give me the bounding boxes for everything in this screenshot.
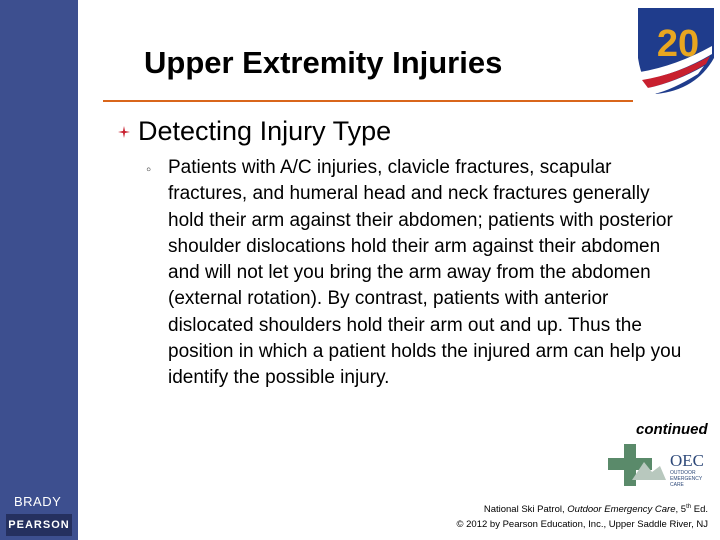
- citation: [457, 500, 709, 532]
- oec-logo-tagline-3: CARE: [670, 482, 684, 488]
- oec-logo-name: OEC: [670, 451, 704, 470]
- left-sidebar: [0, 0, 78, 540]
- citation-line-2: © 2012 by Pearson Education, Inc., Upper Saddle River, NJ: [456, 519, 708, 531]
- cross-bullet-icon: [117, 125, 131, 139]
- badge-number: 20: [656, 23, 700, 65]
- citation-edition-num: , 5: [675, 504, 687, 516]
- body-paragraph: Patients with A/C injuries, clavicle fractures, scapular fractures, and humeral head and neck fractures generally hold their arm against their abdomen; patients with posterior shoulder dislocations hold their arm against their abdomen and will not let you bring the arm away from the abdomen (external rotation). By contrast, patients with anterior dislocated shoulders hold their arm out and up. Thus the position in which a patient holds the injured arm can help you identify the possible injury.: [168, 157, 682, 389]
- oec-logo-tagline-1: OUTDOOR: [670, 470, 696, 476]
- bullet-heading: Detecting Injury Type: [138, 116, 392, 146]
- oec-logo-tagline-2: EMERGENCY: [670, 476, 703, 482]
- oec-logo-icon: [606, 440, 712, 490]
- slide-title: Upper Extremity Injuries: [144, 45, 503, 80]
- sub-bullet-marker: ◦: [146, 161, 152, 178]
- citation-prefix: National Ski Patrol,: [483, 504, 568, 516]
- citation-edition-end: Ed.: [691, 504, 708, 516]
- citation-edition-sup: th: [686, 504, 692, 510]
- citation-book: Outdoor Emergency Care: [567, 504, 676, 516]
- brady-label: BRADY: [14, 494, 62, 509]
- citation-line-1: [457, 500, 709, 517]
- title-underline: [103, 100, 633, 102]
- continued-label: continued: [636, 421, 708, 438]
- anniversary-badge-icon: [636, 6, 716, 96]
- pearson-logo: PEARSON: [6, 514, 72, 536]
